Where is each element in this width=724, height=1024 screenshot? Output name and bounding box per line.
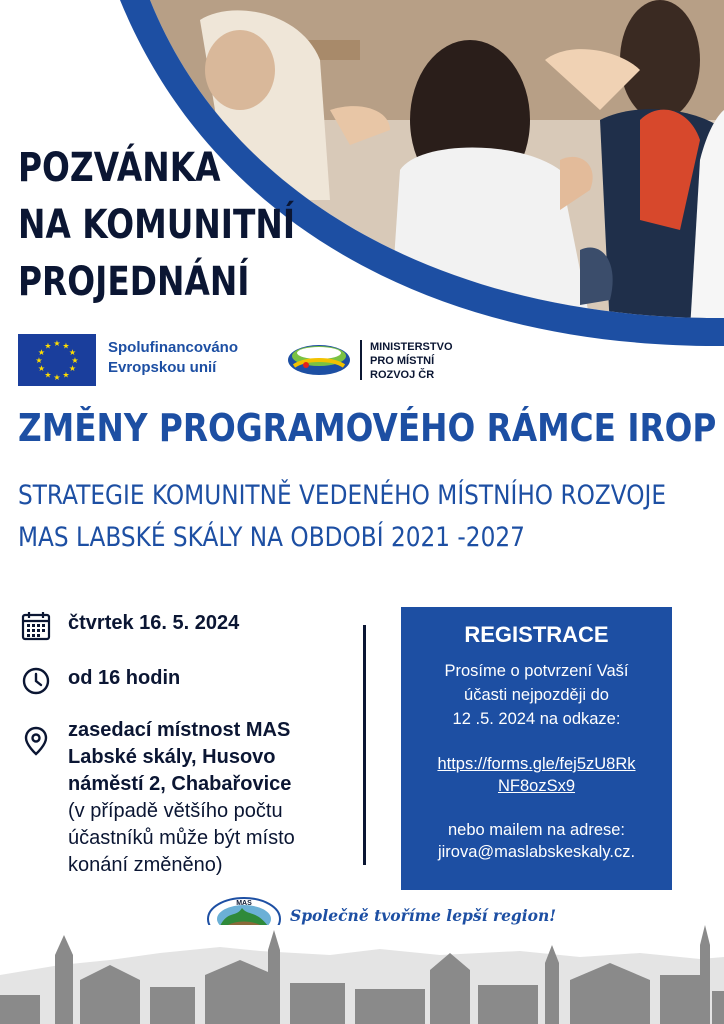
svg-text:★: ★ <box>71 356 79 365</box>
registration-text-line: účasti nejpozději do <box>464 686 609 704</box>
ministry-text-line: MINISTERSTVO <box>370 341 453 353</box>
event-place-row <box>20 717 358 879</box>
svg-text:★: ★ <box>37 364 46 373</box>
event-date-row <box>20 610 239 642</box>
registration-mail <box>401 819 672 863</box>
ministry-text-line: ROZVOJ ČR <box>370 369 435 381</box>
event-place-note: účastníků může být místo <box>68 827 295 849</box>
ministry-logo-icon <box>286 338 352 384</box>
mas-logo-top-text: MAS <box>236 900 252 907</box>
invitation-title-line: PROJEDNÁNÍ <box>18 259 250 305</box>
event-place-note: konání změněno) <box>68 854 223 876</box>
svg-text:★: ★ <box>37 348 46 357</box>
clock-icon <box>20 665 52 697</box>
town-skyline-illustration <box>0 925 724 1024</box>
svg-text:★: ★ <box>35 356 43 365</box>
column-divider <box>363 625 366 865</box>
svg-text:★: ★ <box>44 341 52 351</box>
invitation-title-line: NA KOMUNITNÍ <box>18 202 296 248</box>
location-pin-icon <box>20 725 52 757</box>
invitation-title-line: POZVÁNKA <box>18 145 221 191</box>
sub-headline-line: STRATEGIE KOMUNITNĚ VEDENÉHO MÍSTNÍHO ROZVOJE <box>18 480 667 511</box>
event-date: čtvrtek 16. 5. 2024 <box>68 612 240 634</box>
ministry-text-line: PRO MÍSTNÍ <box>370 355 435 367</box>
registration-mail-intro: nebo mailem na adrese: <box>447 821 626 839</box>
svg-text:★: ★ <box>53 339 61 348</box>
registration-link-line[interactable]: NF8ozSx9 <box>497 777 576 795</box>
event-place-line: zasedací místnost MAS <box>68 719 291 741</box>
registration-text <box>401 659 672 731</box>
event-place-line: Labské skály, Husovo <box>68 746 276 768</box>
event-time: od 16 hodin <box>68 667 181 689</box>
registration-email[interactable]: jirova@maslabskeskaly.cz. <box>437 843 636 861</box>
main-headline: ZMĚNY PROGRAMOVÉHO RÁMCE IROP <box>18 406 717 450</box>
calendar-icon <box>20 610 52 642</box>
registration-text-line: Prosíme o potvrzení Vaší <box>444 662 629 680</box>
eu-text-line: Evropskou unií <box>108 359 217 376</box>
svg-text:★: ★ <box>53 373 61 382</box>
event-place-line: náměstí 2, Chabařovice <box>68 773 292 795</box>
event-time-row <box>20 665 180 697</box>
eu-text-line: Spolufinancováno <box>108 339 239 356</box>
logo-divider <box>360 340 362 380</box>
invitation-title <box>18 140 296 311</box>
sub-headline <box>18 475 667 559</box>
eu-flag-icon <box>18 334 96 386</box>
sub-headline-line: MAS LABSKÉ SKÁLY NA OBDOBÍ 2021 -2027 <box>18 522 525 553</box>
event-place <box>68 717 358 879</box>
registration-title: REGISTRACE <box>464 622 609 647</box>
svg-text:★: ★ <box>62 370 70 380</box>
svg-text:★: ★ <box>44 370 52 380</box>
svg-text:★: ★ <box>68 364 77 373</box>
event-place-note: (v případě většího počtu <box>68 800 283 822</box>
eu-cofinancing-text <box>108 338 278 378</box>
slogan: Společně tvoříme lepší region! <box>290 906 557 925</box>
svg-text:★: ★ <box>62 341 70 351</box>
registration-box <box>401 607 672 890</box>
registration-text-line: 12 .5. 2024 na odkaze: <box>452 710 621 728</box>
registration-link-line[interactable]: https://forms.gle/fej5zU8Rk <box>437 755 636 773</box>
svg-text:★: ★ <box>68 348 77 357</box>
ministry-text <box>370 340 490 382</box>
registration-form-link[interactable] <box>401 753 672 797</box>
